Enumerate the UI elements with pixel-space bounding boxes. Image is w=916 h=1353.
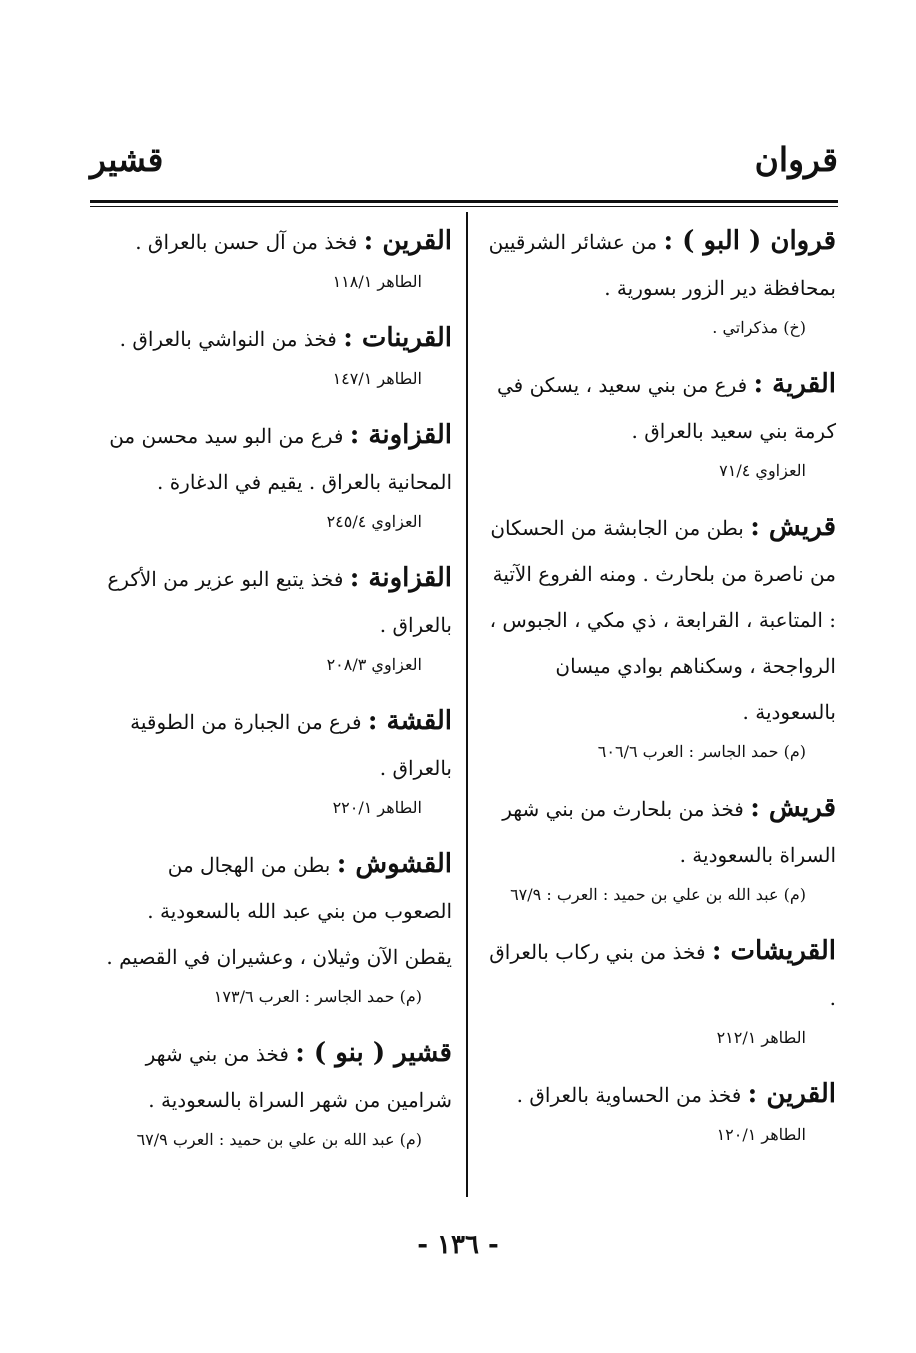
entry-reference: (م) عبد الله بن علي بن حميد : العرب ٦٧/٩: [136, 1130, 422, 1149]
entry-reference: العزاوي ٢٠٨/٣: [326, 655, 422, 674]
entry-headword: القزاونة :: [349, 563, 452, 593]
entry-text: فخذ من الحساوية بالعراق .: [516, 1083, 742, 1107]
entry-reference: (م) حمد الجاسر : العرب ١٧٣/٦: [213, 987, 422, 1006]
entry-headword: قروان ( البو ) :: [663, 226, 836, 256]
entry: [100, 315, 452, 396]
right-column: [486, 218, 836, 1168]
entry-text: من عشائر الشرقيين بمحافظة دير الزور بسورية .: [488, 230, 836, 300]
entry-text: فرع من البو سيد محسن من المحانية بالعراق . يقيم في الدغارة .: [109, 424, 452, 494]
entry-headword: القرية :: [753, 369, 836, 399]
entry-text: فخذ من آل حسن بالعراق .: [135, 230, 358, 254]
entry: [486, 361, 836, 488]
running-head: [90, 140, 838, 190]
entry-text: بطن من الجابشة من الحسكان من ناصرة من بلحارث . ومنه الفروع الآتية : المتاعبة ، القرابعة ، ذي مكي ، الجبوس ، الرواجحة ، وسكناهم بوادي ميسان بالسعودية .: [489, 516, 836, 724]
entry: [100, 698, 452, 825]
entry: [100, 555, 452, 682]
entry: [486, 785, 836, 912]
entry-text: فخذ من بني ركاب بالعراق .: [489, 940, 836, 1010]
left-column: [100, 218, 452, 1173]
entry: [100, 412, 452, 539]
entry: [100, 1030, 452, 1157]
entry: [486, 928, 836, 1055]
column-divider: [466, 212, 468, 1197]
entry-headword: القرينات :: [343, 323, 452, 353]
entry-reference: العزاوي ٧١/٤: [719, 461, 806, 480]
entry-text: بطن من الهجال من الصعوب من بني عبد الله بالسعودية . يقطن الآن وثيلان ، وعشيران في القصيم .: [106, 853, 452, 969]
header-rule-thick: [90, 200, 838, 203]
entry-headword: القشة :: [367, 706, 452, 736]
header-rule-thin: [90, 206, 838, 207]
entry-headword: القريشات :: [711, 936, 836, 966]
entry-headword: القزاونة :: [349, 420, 452, 450]
entry-reference: العزاوي ٢٤٥/٤: [326, 512, 422, 531]
entry: [486, 1071, 836, 1152]
entry-reference: (م) عبد الله بن علي بن حميد : العرب : ٦٧/٩: [510, 885, 806, 904]
entry-reference: الطاهر ٢٢٠/١: [332, 798, 422, 817]
entry-reference: (م) حمد الجاسر : العرب ٦٠٦/٦: [597, 742, 806, 761]
entry-headword: القشوش :: [336, 849, 452, 879]
entry-text: فخذ من بلحارث من بني شهر السراة بالسعودية .: [502, 797, 836, 867]
entry-text: فخذ من النواشي بالعراق .: [119, 327, 337, 351]
entry-reference: الطاهر ١٢٠/١: [716, 1125, 806, 1144]
entry-text: فرع من الجبارة من الطوقية بالعراق .: [130, 710, 452, 780]
entry-text: فخذ يتبع البو عزير من الأكرع بالعراق .: [107, 567, 452, 637]
entry-reference: الطاهر ١١٨/١: [332, 272, 422, 291]
entry: [100, 218, 452, 299]
head-word-left: قشير: [90, 140, 164, 179]
entry: [486, 504, 836, 769]
entry-text: فخذ من بني شهر شرامين من شهر السراة بالسعودية .: [145, 1042, 452, 1112]
entry-headword: قشير ( بنو ) :: [295, 1038, 452, 1068]
entry-text: فرع من بني سعيد ، يسكن في كرمة بني سعيد بالعراق .: [496, 373, 836, 443]
entry-reference: الطاهر ١٤٧/١: [332, 369, 422, 388]
entry: [486, 218, 836, 345]
entry-headword: القرين :: [363, 226, 452, 256]
entry-headword: القرين :: [747, 1079, 836, 1109]
entry-headword: قريش :: [750, 512, 836, 542]
entry-reference: (خ) مذكراتي .: [712, 318, 806, 337]
page-number: - ١٣٦ -: [417, 1230, 499, 1260]
entry-reference: الطاهر ٢١٢/١: [716, 1028, 806, 1047]
head-word-right: قروان: [754, 140, 838, 179]
entry: [100, 841, 452, 1014]
entry-headword: قريش :: [750, 793, 836, 823]
